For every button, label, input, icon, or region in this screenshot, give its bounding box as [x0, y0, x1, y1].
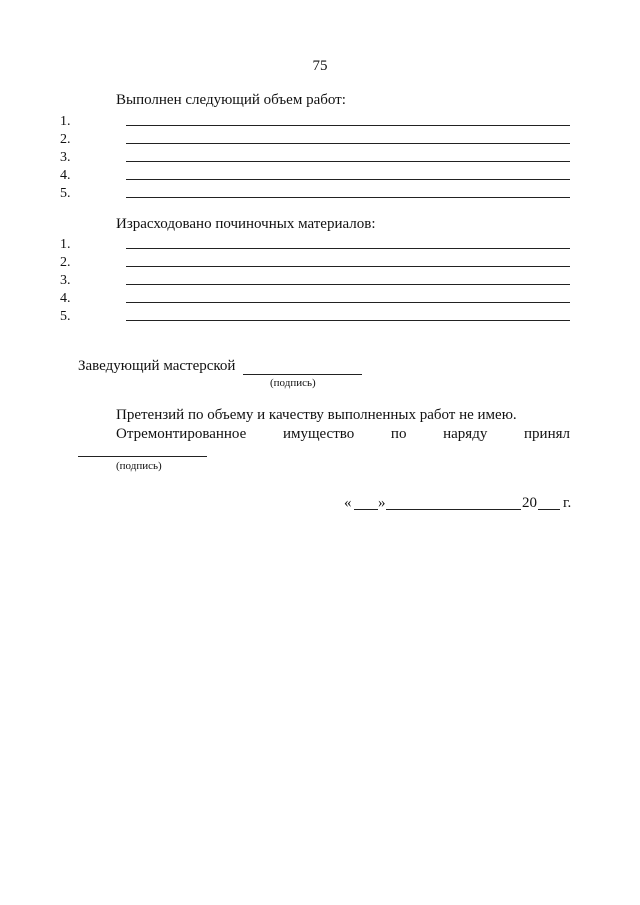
accepted-word: Отремонтированное	[116, 426, 247, 442]
work-item-number: 2.	[60, 132, 71, 147]
materials-item-row	[60, 290, 570, 308]
accepted-word: по	[390, 426, 407, 442]
work-item-number: 4.	[60, 168, 71, 183]
materials-item-row	[60, 272, 570, 290]
accepted-word: наряду	[443, 426, 488, 442]
materials-item-blank-line	[126, 248, 570, 249]
workshop-head-signature-caption: (подпись)	[270, 377, 316, 389]
materials-item-number: 4.	[60, 291, 71, 306]
work-item-row	[60, 131, 570, 149]
page-number: 75	[312, 58, 328, 74]
no-claims-statement: Претензий по объему и качеству выполненных работ не имею.	[116, 407, 517, 423]
date-month-blank	[386, 509, 521, 510]
work-item-row	[60, 113, 570, 131]
date-year-suffix: г.	[563, 495, 572, 511]
work-item-number: 3.	[60, 150, 71, 165]
workshop-head-signature-line	[243, 374, 362, 375]
materials-item-number: 5.	[60, 309, 71, 324]
date-field	[344, 495, 574, 513]
materials-item-number: 1.	[60, 237, 71, 252]
materials-section-heading: Израсходовано починочных материалов:	[116, 216, 376, 232]
work-item-row	[60, 167, 570, 185]
work-item-blank-line	[126, 179, 570, 180]
date-year-blank	[538, 509, 560, 510]
materials-item-row	[60, 308, 570, 326]
work-item-row	[60, 185, 570, 203]
work-item-blank-line	[126, 143, 570, 144]
work-item-row	[60, 149, 570, 167]
date-year-prefix: 20	[522, 495, 537, 511]
materials-item-blank-line	[126, 266, 570, 267]
materials-item-blank-line	[126, 302, 570, 303]
acceptor-signature-line	[78, 456, 207, 457]
work-section-heading: Выполнен следующий объем работ:	[116, 92, 346, 108]
materials-item-number: 3.	[60, 273, 71, 288]
workshop-head-label: Заведующий мастерской	[78, 358, 236, 374]
accepted-word: имущество	[282, 426, 355, 442]
materials-item-blank-line	[126, 320, 570, 321]
acceptor-signature-caption: (подпись)	[116, 460, 162, 472]
date-close-quote: »	[378, 495, 386, 511]
accepted-statement	[116, 426, 570, 443]
work-item-number: 5.	[60, 186, 71, 201]
materials-item-row	[60, 254, 570, 272]
work-item-blank-line	[126, 197, 570, 198]
date-open-quote: «	[344, 495, 352, 511]
work-item-number: 1.	[60, 114, 71, 129]
materials-item-number: 2.	[60, 255, 71, 270]
materials-item-row	[60, 236, 570, 254]
materials-item-blank-line	[126, 284, 570, 285]
work-item-blank-line	[126, 161, 570, 162]
accepted-word: принял	[524, 426, 570, 442]
date-day-blank	[354, 509, 378, 510]
work-item-blank-line	[126, 125, 570, 126]
